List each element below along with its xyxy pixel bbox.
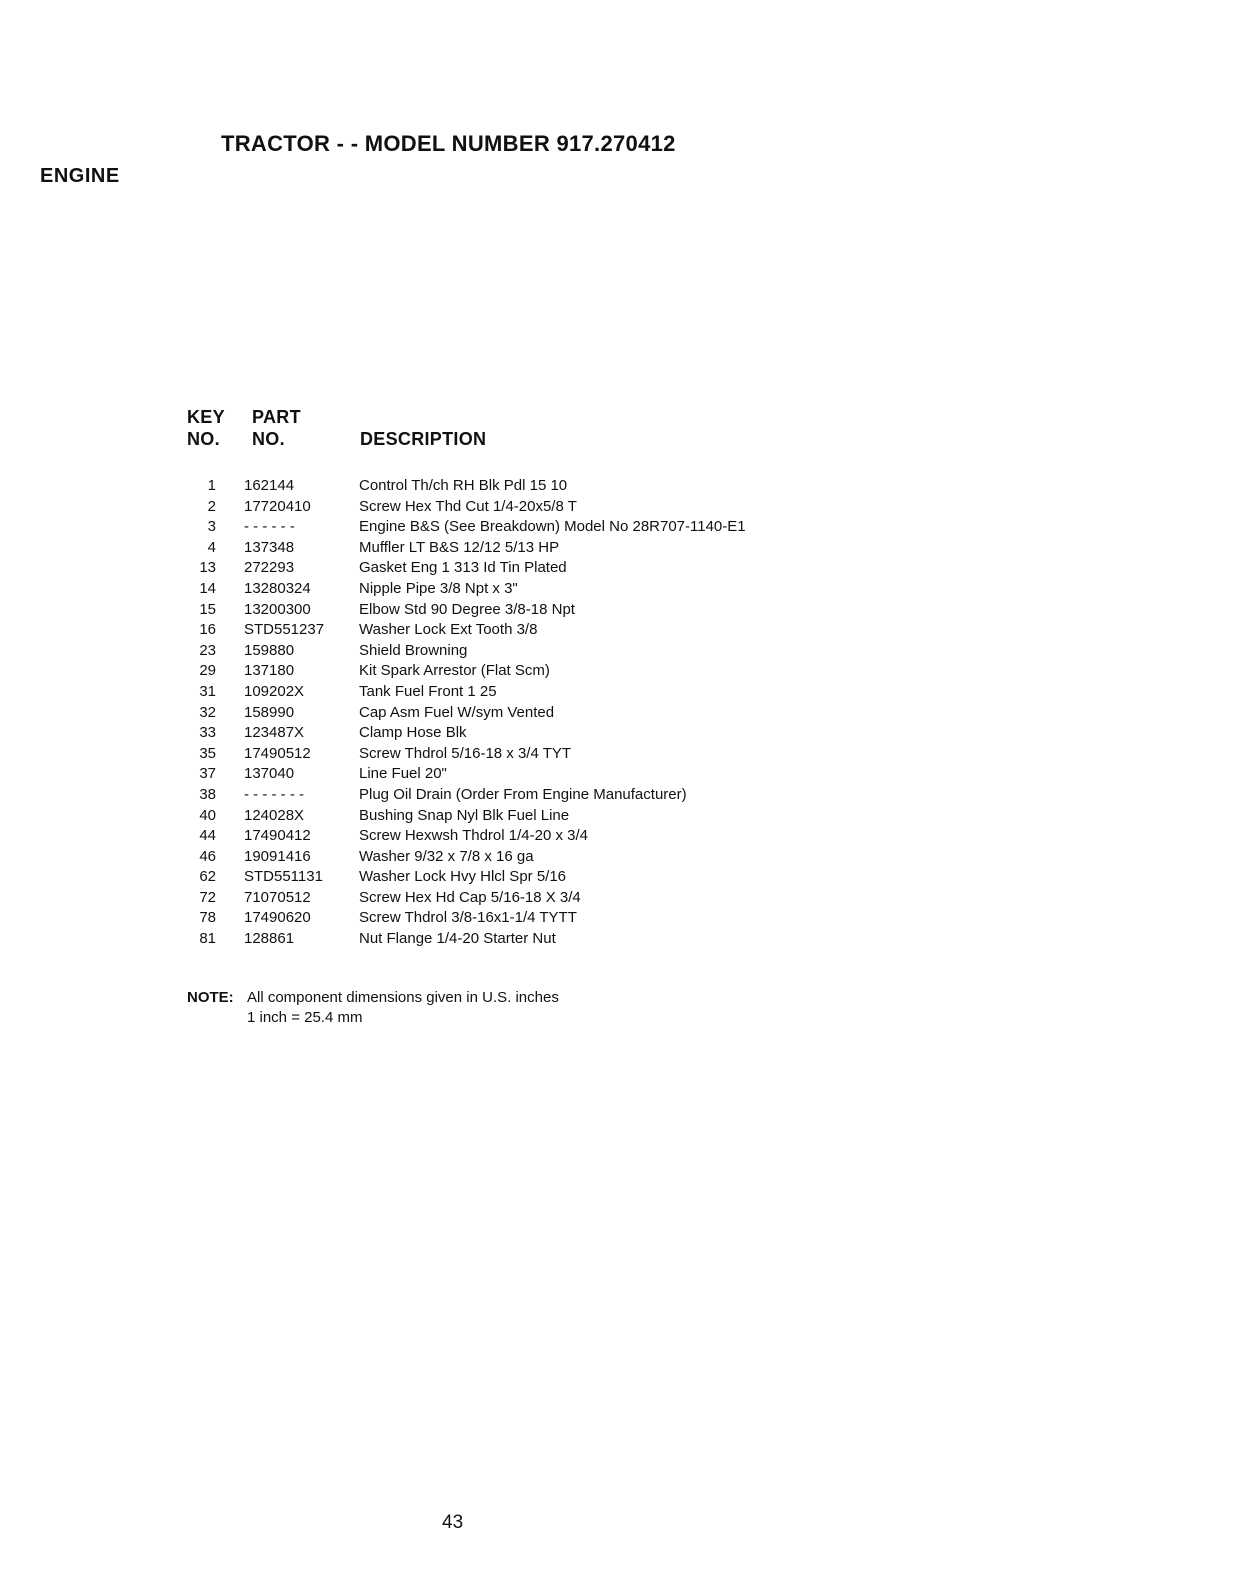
- part-number: 158990: [244, 703, 295, 721]
- part-number: 123487X: [244, 724, 305, 742]
- part-description: Screw Hex Hd Cap 5/16-18 X 3/4: [359, 888, 581, 906]
- part-number: 13280324: [244, 579, 311, 597]
- table-row: [180, 476, 880, 497]
- table-row: [180, 867, 880, 888]
- key-number: 29: [199, 662, 216, 680]
- key-number: 81: [199, 930, 216, 948]
- table-row: [180, 497, 880, 518]
- table-row: [180, 620, 880, 641]
- column-header-key-line1: KEY: [187, 407, 225, 427]
- table-row: [180, 558, 880, 579]
- key-number: 78: [199, 909, 216, 927]
- table-row: [180, 703, 880, 724]
- key-number: 15: [199, 600, 216, 618]
- table-row: [180, 723, 880, 744]
- table-row: [180, 764, 880, 785]
- part-description: Nut Flange 1/4-20 Starter Nut: [359, 930, 556, 948]
- part-description: Line Fuel 20": [359, 765, 447, 783]
- note-line1: [187, 988, 559, 1008]
- part-description: Plug Oil Drain (Order From Engine Manufacturer): [359, 785, 687, 803]
- part-number: STD551237: [244, 621, 325, 639]
- part-number: - - - - - -: [244, 518, 295, 536]
- part-number: STD551131: [244, 868, 323, 886]
- part-number: 17490620: [244, 909, 311, 927]
- key-number: 16: [199, 621, 216, 639]
- table-row: [180, 785, 880, 806]
- parts-list: [180, 476, 880, 950]
- table-row: [180, 806, 880, 827]
- table-row: [180, 908, 880, 929]
- part-number: 137040: [244, 765, 295, 783]
- table-row: [180, 538, 880, 559]
- part-number: 19091416: [244, 847, 311, 865]
- table-row: [180, 888, 880, 909]
- part-description: Washer Lock Hvy Hlcl Spr 5/16: [359, 868, 567, 886]
- column-header-part-line2: NO.: [252, 429, 285, 449]
- key-number: 3: [207, 518, 216, 536]
- section-heading: ENGINE: [40, 165, 120, 187]
- part-number: 71070512: [244, 888, 311, 906]
- part-number: 17490412: [244, 827, 311, 845]
- part-description: Nipple Pipe 3/8 Npt x 3": [359, 579, 518, 597]
- note-label: NOTE:: [187, 989, 234, 1006]
- part-description: Clamp Hose Blk: [359, 724, 467, 742]
- key-number: 62: [199, 868, 216, 886]
- key-number: 31: [199, 682, 216, 700]
- part-description: Gasket Eng 1 313 Id Tin Plated: [359, 559, 567, 577]
- part-number: 17720410: [244, 497, 311, 515]
- part-number: 128861: [244, 930, 295, 948]
- key-number: 14: [199, 579, 216, 597]
- table-row: [180, 744, 880, 765]
- key-number: 2: [207, 497, 216, 515]
- table-row: [180, 661, 880, 682]
- key-number: 44: [199, 827, 216, 845]
- part-description: Elbow Std 90 Degree 3/8-18 Npt: [359, 600, 575, 618]
- part-description: Cap Asm Fuel W/sym Vented: [359, 703, 555, 721]
- part-number: 17490512: [244, 744, 311, 762]
- part-description: Shield Browning: [359, 641, 468, 659]
- part-description: Screw Thdrol 3/8-16x1-1/4 TYTT: [359, 909, 577, 927]
- part-description: Kit Spark Arrestor (Flat Scm): [359, 662, 550, 680]
- part-description: Screw Hexwsh Thdrol 1/4-20 x 3/4: [359, 827, 588, 845]
- note-line2: 1 inch = 25.4 mm: [247, 1009, 363, 1026]
- key-number: 46: [199, 847, 216, 865]
- part-description: Muffler LT B&S 12/12 5/13 HP: [359, 538, 560, 556]
- key-number: 37: [199, 765, 216, 783]
- column-header-part-line1: PART: [252, 407, 301, 427]
- note-text: All component dimensions given in U.S. inches: [247, 989, 559, 1006]
- key-number: 40: [199, 806, 216, 824]
- table-row: [180, 641, 880, 662]
- page-number: 43: [442, 1512, 464, 1533]
- part-description: Tank Fuel Front 1 25: [359, 682, 497, 700]
- part-description: Screw Thdrol 5/16-18 x 3/4 TYT: [359, 744, 572, 762]
- key-number: 23: [199, 641, 216, 659]
- key-number: 35: [199, 744, 216, 762]
- key-number: 1: [207, 477, 216, 494]
- part-number: 13200300: [244, 600, 311, 618]
- note: [187, 988, 559, 1028]
- key-number: 32: [199, 703, 216, 721]
- part-number: 137180: [244, 662, 295, 680]
- key-number: 72: [199, 888, 216, 906]
- column-header-key-line2: NO.: [187, 429, 220, 449]
- table-row: [180, 847, 880, 868]
- table-row: [180, 826, 880, 847]
- part-number: 162144: [244, 477, 295, 494]
- column-header-description: DESCRIPTION: [360, 429, 487, 449]
- table-row: [180, 517, 880, 538]
- key-number: 13: [199, 559, 216, 577]
- part-number: - - - - - - -: [244, 785, 304, 803]
- page-title: TRACTOR - - MODEL NUMBER 917.270412: [221, 131, 676, 156]
- part-number: 109202X: [244, 682, 305, 700]
- part-description: Screw Hex Thd Cut 1/4-20x5/8 T: [359, 497, 577, 515]
- key-number: 38: [199, 785, 216, 803]
- part-number: 124028X: [244, 806, 305, 824]
- part-number: 272293: [244, 559, 295, 577]
- part-description: Washer Lock Ext Tooth 3/8: [359, 621, 538, 639]
- part-number: 159880: [244, 641, 295, 659]
- table-row: [180, 579, 880, 600]
- part-description: Bushing Snap Nyl Blk Fuel Line: [359, 806, 570, 824]
- part-description: Control Th/ch RH Blk Pdl 15 10: [359, 477, 568, 494]
- key-number: 33: [199, 724, 216, 742]
- key-number: 4: [207, 538, 216, 556]
- part-description: Washer 9/32 x 7/8 x 16 ga: [359, 847, 534, 865]
- table-row: [180, 929, 880, 950]
- part-description: Engine B&S (See Breakdown) Model No 28R707-1140-E1: [359, 518, 746, 536]
- table-row: [180, 682, 880, 703]
- table-row: [180, 600, 880, 621]
- part-number: 137348: [244, 538, 295, 556]
